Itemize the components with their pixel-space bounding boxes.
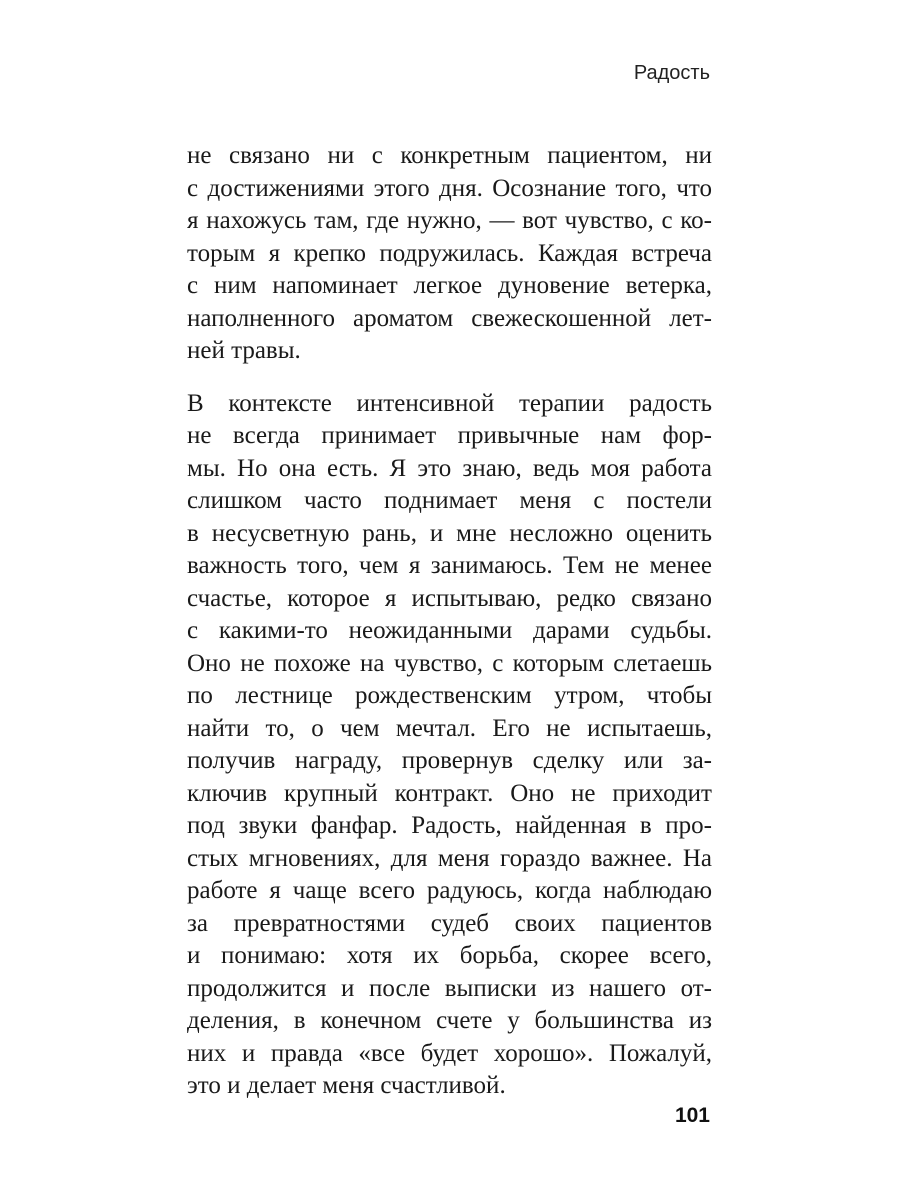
text-line: и понимаю: хотя их борьба, скорее всего, — [187, 942, 712, 969]
body-text — [187, 140, 712, 1103]
paragraph-2 — [187, 388, 712, 1103]
text-line: стых мгновениях, для меня гораздо важнее. На — [187, 844, 712, 872]
text-line: них и правда «все будет хорошо». Пожалуй, — [187, 1039, 712, 1067]
text-line: торым я крепко подружилась. Каждая встреча — [187, 239, 712, 267]
text-line: с ним напоминает легкое дуновение ветерка, — [187, 272, 712, 299]
text-line: ней травы. — [187, 337, 301, 364]
text-line: с какими-то неожиданными дарами судьбы. — [187, 617, 712, 644]
text-line: под звуки фанфар. Радость, найденная в про- — [187, 812, 712, 839]
text-line: важность того, чем я занимаюсь. Тем не менее — [187, 552, 712, 579]
text-line: счастье, которое я испытываю, редко связано — [187, 584, 712, 612]
text-line: не связано ни с конкретным пациентом, ни — [187, 142, 712, 169]
text-line: получив награду, провернув сделку или за- — [187, 747, 712, 774]
text-line: не всегда принимает привычные нам фор- — [187, 422, 712, 449]
text-line: я нахожусь там, где нужно, — вот чувство, с ко- — [187, 207, 712, 234]
text-line: с достижениями этого дня. Осознание того, что — [187, 174, 712, 202]
text-line: в несусветную рань, и мне несложно оценить — [187, 519, 712, 547]
text-line: Оно не похоже на чувство, с которым слетаешь — [187, 649, 712, 677]
running-head: Радость — [633, 62, 710, 84]
page-number: 101 — [674, 1104, 710, 1127]
text-line: это и делает меня счастливой. — [187, 1072, 506, 1099]
text-line: слишком часто поднимает меня с постели — [187, 487, 712, 514]
paragraph-1 — [187, 140, 712, 368]
text-line: найти то, о чем мечтал. Его не испытаешь, — [187, 714, 712, 742]
text-line: ключив крупный контракт. Оно не приходит — [187, 779, 712, 807]
text-line: мы. Но она есть. Я это знаю, ведь моя работа — [187, 454, 712, 482]
text-line: за превратностями судеб своих пациентов — [187, 909, 712, 937]
text-line: работе я чаще всего радуюсь, когда наблюдаю — [187, 877, 712, 904]
text-line: В контексте интенсивной терапии радость — [187, 389, 712, 417]
text-line: продолжится и после выписки из нашего от- — [187, 974, 712, 1002]
text-line: деления, в конечном счете у большинства из — [187, 1007, 712, 1034]
text-line: по лестнице рождественским утром, чтобы — [187, 682, 712, 709]
text-line: наполненного ароматом свежескошенной лет- — [187, 304, 712, 332]
